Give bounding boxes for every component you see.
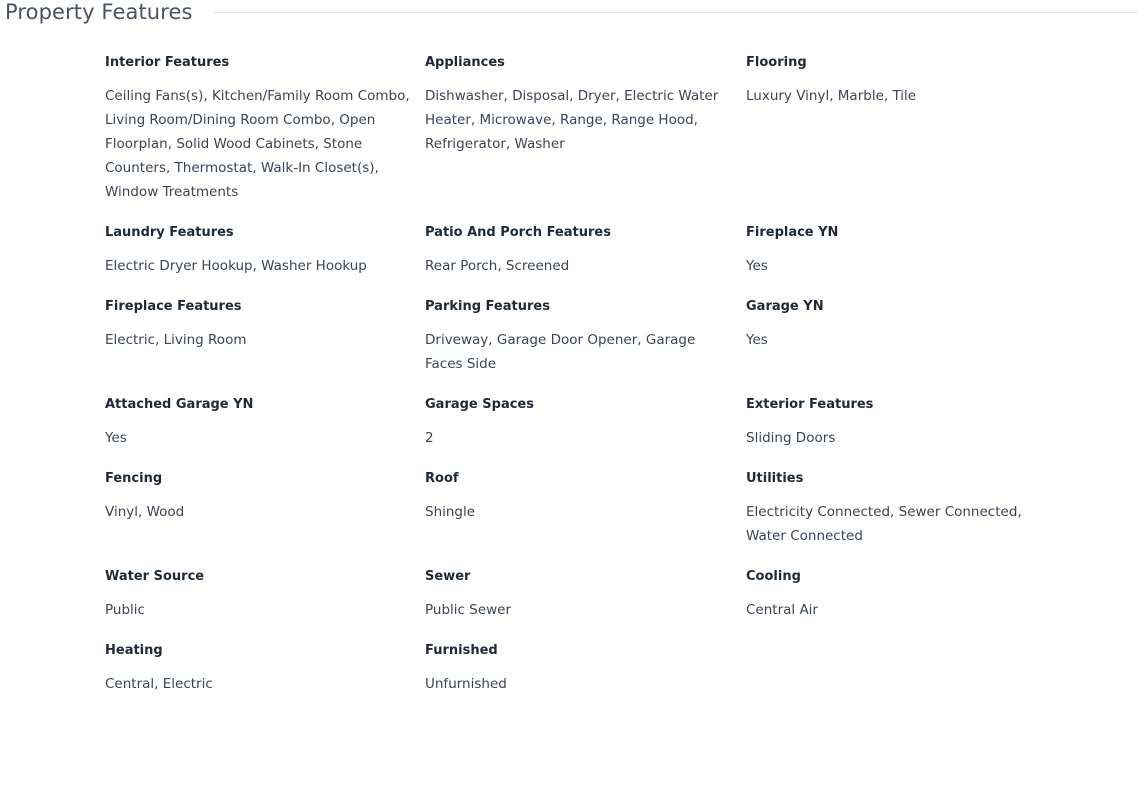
feature-label: Cooling xyxy=(746,569,801,584)
feature-value: Yes xyxy=(746,332,768,348)
feature-value: Ceiling Fans(s), Kitchen/Family Room Combo, Living Room/Dining Room Combo, Open Floorplan, Solid Wood Cabinets, Stone Counters, Thermostat, Walk-In Closet(s), Window Treatments xyxy=(105,88,410,200)
feature-label: Interior Features xyxy=(105,55,230,70)
feature-label: Patio And Porch Features xyxy=(425,225,611,240)
feature-value: Central, Electric xyxy=(105,676,213,692)
feature-label: Exterior Features xyxy=(746,397,874,412)
feature-value: Electricity Connected, Sewer Connected, Water Connected xyxy=(746,504,1022,544)
feature-fireplace-features xyxy=(105,298,425,396)
feature-roof xyxy=(425,470,746,568)
feature-label: Fencing xyxy=(105,471,163,486)
feature-interior-features xyxy=(105,54,425,224)
feature-value: 2 xyxy=(425,430,434,446)
feature-label: Fireplace Features xyxy=(105,299,242,314)
feature-patio-porch-features xyxy=(425,224,746,298)
feature-value: Rear Porch, Screened xyxy=(425,258,570,274)
feature-label: Sewer xyxy=(425,569,471,584)
feature-value: Electric, Living Room xyxy=(105,332,247,348)
feature-value: Sliding Doors xyxy=(746,430,836,446)
feature-value: Public Sewer xyxy=(425,602,512,618)
section-header xyxy=(5,0,1144,24)
feature-value: Yes xyxy=(746,258,768,274)
feature-exterior-features xyxy=(746,396,1066,470)
feature-value: Dishwasher, Disposal, Dryer, Electric Water Heater, Microwave, Range, Range Hood, Refrigerator, Washer xyxy=(425,88,719,152)
feature-utilities xyxy=(746,470,1066,568)
feature-label: Appliances xyxy=(425,55,505,70)
feature-garage-spaces xyxy=(425,396,746,470)
feature-label: Laundry Features xyxy=(105,225,234,240)
feature-label: Garage Spaces xyxy=(425,397,534,412)
feature-value: Shingle xyxy=(425,504,476,520)
feature-sewer xyxy=(425,568,746,642)
feature-label: Water Source xyxy=(105,569,205,584)
feature-value: Vinyl, Wood xyxy=(105,504,185,520)
feature-label: Roof xyxy=(425,471,459,486)
section-title: Property Features xyxy=(5,0,193,24)
section-divider xyxy=(213,12,1138,13)
feature-label: Parking Features xyxy=(425,299,550,314)
feature-label: Garage YN xyxy=(746,299,824,314)
feature-label: Attached Garage YN xyxy=(105,397,254,412)
feature-cooling xyxy=(746,568,1066,642)
feature-value: Public xyxy=(105,602,145,618)
feature-furnished xyxy=(425,642,746,716)
feature-fireplace-yn xyxy=(746,224,1066,298)
feature-label: Utilities xyxy=(746,471,804,486)
feature-appliances xyxy=(425,54,746,224)
feature-value: Driveway, Garage Door Opener, Garage Faces Side xyxy=(425,332,696,372)
feature-value: Electric Dryer Hookup, Washer Hookup xyxy=(105,258,367,274)
features-grid xyxy=(105,54,1085,716)
feature-water-source xyxy=(105,568,425,642)
feature-label: Flooring xyxy=(746,55,807,70)
feature-value: Luxury Vinyl, Marble, Tile xyxy=(746,88,917,104)
feature-value: Central Air xyxy=(746,602,818,618)
feature-flooring xyxy=(746,54,1066,224)
feature-laundry-features xyxy=(105,224,425,298)
feature-label: Heating xyxy=(105,643,163,658)
feature-garage-yn xyxy=(746,298,1066,396)
feature-value: Yes xyxy=(105,430,127,446)
feature-heating xyxy=(105,642,425,716)
feature-attached-garage-yn xyxy=(105,396,425,470)
feature-label: Fireplace YN xyxy=(746,225,839,240)
feature-value: Unfurnished xyxy=(425,676,507,692)
feature-fencing xyxy=(105,470,425,568)
feature-parking-features xyxy=(425,298,746,396)
feature-label: Furnished xyxy=(425,643,498,658)
